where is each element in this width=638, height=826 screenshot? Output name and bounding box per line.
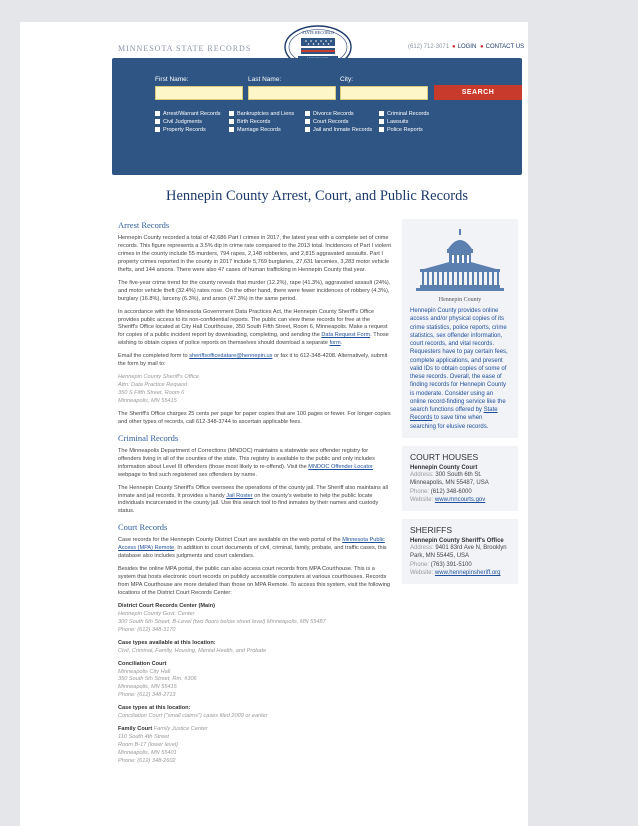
checkbox-property[interactable]: Property Records <box>155 127 206 133</box>
arrest-paragraph-3: In accordance with the Minnesota Government Data Practices Act, the Hennepin County Sheriff's Office provides public access to its non-confidential reports. The public can view these records for free at the Sheriff's Office located at City Hall Courthouse, 350 South Fifth Street, Room 6, Minneapolis. Make a request for copies of a public incident report by downloading, completing, and sending the Data Request Form. Those wishing to obtain copies of police reports on themselves should download a separate form. <box>118 308 389 347</box>
checkbox-police-reports[interactable]: Police Reports <box>379 127 423 133</box>
checkbox-icon[interactable] <box>379 111 384 116</box>
sheriffs-heading: SHERIFFS <box>410 525 453 536</box>
criminal-records-heading: Criminal Records <box>118 432 179 443</box>
image-caption: Hennepin County <box>438 297 482 303</box>
district-court-types-label: Case types available at this location: <box>118 639 216 646</box>
login-link[interactable]: ● LOGIN <box>452 44 477 50</box>
arrest-paragraph-1: Hennepin County recorded a total of 42,686 Part I crimes in 2017, the latest year with a complete set of crime records. This figure represents a 3.5% dip in crime rate compared to the 2013 total. Incidences of Part I violent crimes in the county include 55 murders, 794 rapes, 2,148 robberies, and 2,815 aggravated assaults. Part I property crimes reported in the county in 2017 include 5,769 burglaries, 27,631 larcenies, 3,283 motor vehicle thefts, and 144 arsons. There were also 47 cases of human trafficking in Hennepin County that year. <box>118 235 391 273</box>
checkbox-icon[interactable] <box>305 127 310 132</box>
first-name-input[interactable] <box>155 86 243 100</box>
sidebar <box>402 219 518 592</box>
checkbox-icon[interactable] <box>155 127 160 132</box>
arrest-paragraph-2: The five-year crime trend for the county reveals that murder (12.2%), rape (41.3%), aggravated assault (24%), and motor vehicle theft (32.4%) rates rose. On the other hand, there were fewer incidences of robbery (4.3%), burglary (16.8%), larceny (6.3%), and arson (47.3%) in the same period. <box>118 279 391 302</box>
checkbox-icon[interactable] <box>229 111 234 116</box>
seal-top-text: STATE RECORDS <box>301 30 335 35</box>
checkbox-icon[interactable] <box>155 111 160 116</box>
search-panel <box>112 58 522 175</box>
page <box>20 22 528 826</box>
contact-us-link[interactable]: ● CONTACT US <box>480 44 525 50</box>
top-bar <box>20 22 528 62</box>
state-records-link[interactable]: State Records <box>410 407 498 422</box>
district-court-name: District Court Records Center (Main) <box>118 602 215 609</box>
sheriff-website-link[interactable]: www.hennepinsheriff.org <box>434 569 501 576</box>
page-title: Hennepin County Arrest, Court, and Public Records <box>165 188 469 204</box>
checkbox-criminal[interactable]: Criminal Records <box>379 111 429 117</box>
checkbox-marriage[interactable]: Marriage Records <box>229 127 281 133</box>
criminal-paragraph-1: The Minneapolis Department of Corrections (MNDOC) maintains a statewide sex offender registry for offenders living in all of the counties of the state. This registry is available to the public and only includes information about Level III offenders (those most likely to re-offend). Visit the MNDOC Offender Locator webpage to find such registered sex offenders by name. <box>118 447 375 478</box>
court-details: Address: 300 South 6th St. Minneapolis, MN 55487, USA Phone: (612) 348-6000 Website: www.mncourts.gov <box>410 471 489 503</box>
checkbox-lawsuits[interactable]: Lawsuits <box>379 119 408 125</box>
conciliation-court-address: Minneapolis City Hall 350 South 5th Street, Rm. #306 Minneapolis, MN 55415 Phone: (612) 348-2713 <box>118 668 197 699</box>
sheriffs-card <box>402 519 518 584</box>
checkbox-icon[interactable] <box>305 111 310 116</box>
court-records-heading: Court Records <box>118 522 168 533</box>
sheriff-office-name: Hennepin County Sheriff's Office <box>410 538 504 545</box>
checkbox-icon[interactable] <box>379 119 384 124</box>
first-name-label: First Name: <box>155 76 189 83</box>
arrest-records-heading: Arrest Records <box>118 220 170 230</box>
sheriff-email-link[interactable]: sheriffsofficedatare@hennepin.us <box>189 353 273 360</box>
data-request-form-link[interactable]: Data Request Form <box>321 332 371 339</box>
checkbox-icon[interactable] <box>229 127 234 132</box>
bullet-icon: ● <box>480 44 484 50</box>
conciliation-court-types: Conciliation Court ("small claims") cases filed 2009 or earlier <box>118 713 268 720</box>
checkbox-divorce[interactable]: Divorce Records <box>305 111 354 117</box>
city-input[interactable] <box>340 86 428 100</box>
capitol-building-image <box>414 227 506 295</box>
checkbox-icon[interactable] <box>379 127 384 132</box>
separate-form-link[interactable]: form <box>329 340 341 347</box>
arrest-paragraph-4: Email the completed form to sheriffsofficedatare@hennepin.us or fax it to 612-348-4208. Alternatively, submit the form by mail to: <box>118 353 388 368</box>
court-paragraph-2: Besides the online MPA portal, the public can also access court records from MPA Courthouse. This is a system that hosts electronic court records on publicly accessible computers at various courthouses. Records from MPA Courthouse are more detailed than those on MPA Remote. To access this system, visit the following locations of the District Court Records Center: <box>118 566 391 596</box>
checkbox-icon[interactable] <box>155 119 160 124</box>
arrest-paragraph-5: The Sheriff's Office charges 25 cents per page for paper copies that are 100 pages or fewer. For longer copies and other types of records, call 612-348-3744 to ascertain applicable fees. <box>118 410 391 425</box>
bullet-icon: ● <box>452 44 456 50</box>
checkbox-court[interactable]: Court Records <box>305 119 348 125</box>
last-name-label: Last Name: <box>248 76 282 83</box>
checkbox-icon[interactable] <box>305 119 310 124</box>
court-name: Hennepin County Court <box>410 464 478 471</box>
conciliation-court-name: Conciliation Court <box>118 660 167 667</box>
county-info-card <box>402 219 518 438</box>
conciliation-court-types-label: Case types at this location: <box>118 705 191 712</box>
checkbox-icon[interactable] <box>229 119 234 124</box>
court-website-link[interactable]: www.mncourts.gov <box>434 496 486 503</box>
last-name-input[interactable] <box>248 86 336 100</box>
checkbox-bankruptcies[interactable]: Bankruptcies and Liens <box>229 111 294 117</box>
district-court-types: Civil, Criminal, Family, Housing, Mental Health, and Probate <box>118 647 267 654</box>
checkbox-birth[interactable]: Birth Records <box>229 119 270 125</box>
mailing-address: Hennepin County Sheriff's Office Attn: Data Practice Request 350 S Fifth Street, Room 6 Minneapolis, MN 55415 <box>118 374 199 404</box>
sidebar-intro: Hennepin County provides online access and/or physical copies of its crime statistics, police reports, crime statistics, sex offender information, court records, and vital records. Requesters have to pay certain fees, complete applications, and present valid IDs to obtain copies of some of these records. Overall, the ease of finding records for Hennepin County is moderate. Consider using an online record-finding service like the search functions offered by State Records to save time when searching for elusive records. <box>410 308 508 430</box>
court-paragraph-1: Case records for the Hennepin County District Court are available on the web portal of the Minnesota Public Access (MPA) Remote. In addition to court documents of civil, criminal, family, probate, and traffic cases, this database also includes judgments and court calendars. <box>118 537 387 560</box>
main-content <box>118 219 391 771</box>
mpa-remote-link[interactable]: Minnesota Public Access (MPA) Remote <box>118 537 385 552</box>
checkbox-arrest-warrant[interactable]: Arrest/Warrant Records <box>155 111 221 117</box>
checkbox-jail-inmate[interactable]: Jail and Inmate Records <box>305 127 372 133</box>
site-brand[interactable]: MINNESOTA STATE RECORDS <box>118 44 252 53</box>
mndoc-offender-locator-link[interactable]: MNDOC Offender Locator <box>308 463 373 470</box>
checkbox-civil-judgments[interactable]: Civil Judgments <box>155 119 202 125</box>
sheriff-details: Address: 9401 83rd Ave N, Brooklyn Park, MN 55445, USA Phone: (763) 391-5100 Website: www.hennepinsheriff.org <box>410 545 507 576</box>
search-button[interactable]: SEARCH <box>434 85 522 100</box>
city-label: City: <box>340 76 353 83</box>
jail-roster-link[interactable]: Jail Roster <box>226 492 253 499</box>
district-court-address: Hennepin County Govt. Center 300 South 6th Street, B-Level (two floors below street level) Minneapolis, MN 55487 Phone: (612) 348-3170 <box>118 610 326 633</box>
family-court-address: 110 South 4th Street Room B-17 (lower level) Minneapolis, MN 55401 Phone: (612) 348-2602 <box>118 734 178 764</box>
family-court-name: Family Court Family Justice Center <box>118 726 208 733</box>
criminal-paragraph-2: The Hennepin County Sheriff's Office oversees the operations of the county jail. The Sheriff also maintains all inmate and jail records. It provides a handy Jail Roster on the county's website to help the public locate individuals incarcerated in the county jail. Use this search tool to find inmates by their names and custody status. <box>118 484 388 515</box>
court-houses-card <box>402 446 518 511</box>
phone-number: (612) 712-3071 <box>408 44 450 50</box>
court-houses-heading: COURT HOUSES <box>410 451 479 462</box>
